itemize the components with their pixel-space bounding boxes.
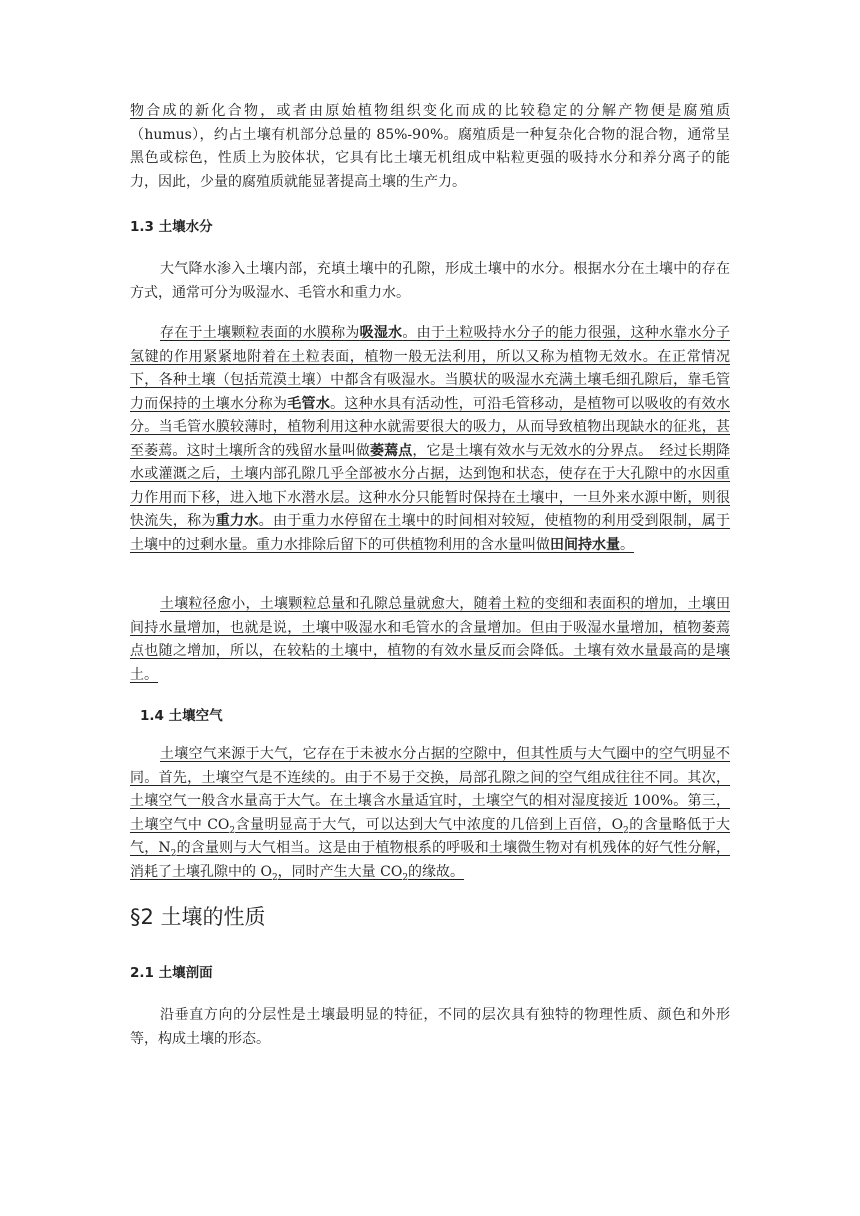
subscript: 2 bbox=[271, 872, 278, 883]
text-run: 存在于土壤颗粒表面的水膜称为 bbox=[160, 325, 360, 341]
text-run: 土壤空气来源于大气，它存在于未被水分占据的空隙中，但其性质与大气圈中的空气明显不同。首先，土壤空气是不连续的。由于不易于交换，局部孔隙之间的空气组成往往不同。其次，土壤空气一般含水量高于大气。在土壤含水量适宜时，土壤空气的相对湿度接近 100%。第三，土壤空气中 CO bbox=[130, 746, 730, 833]
text-run: ，它是土壤有效水与无效水的分界点。 经过长期降水或灌溉之后，土壤内部孔隙几乎全部被水分占据，达到饱和状态，使存在于大孔隙中的水因重力作用而下移，进入地下水潜水层。这种水分只能暂时保持在土壤中，一旦外来水源中断，则很快流失，称为 bbox=[130, 442, 731, 529]
profile-paragraph: 沿垂直方向的分层性是土壤最明显的特征，不同的层次具有独特的物理性质、颜色和外形等，构成土壤的形态。 bbox=[130, 1007, 730, 1047]
subscript: 2 bbox=[229, 825, 236, 836]
subscript: 2 bbox=[402, 872, 409, 883]
term-wilting-point: 萎蔫点 bbox=[370, 442, 413, 459]
intro-text: （humus），约占土壤有机部分总量的 85%-90%。腐殖质是一种复杂化合物的混合物，通常呈黑色或棕色，性质上为胶体状，它具有比土壤无机组成中粘粒更强的吸持水分和养分离子的能力，因此，少量的腐殖质就能显著提高土壤的生产力。 bbox=[130, 126, 730, 190]
text-run: 。由于土粒吸持水分子的能力很强，这种水靠水分子氢键的作用紧紧地附着在土粒表面，植物一般无法利用，所以又称为植物无效水。在正常情况下，各种土壤（包括荒漠土壤）中都含有吸湿水。当膜状的吸湿水充满土壤毛细孔隙后，靠毛管力而保持的土壤水分称为 bbox=[130, 325, 731, 412]
soil-air-paragraph bbox=[130, 743, 730, 884]
particle-size-paragraph: 土壤粒径愈小，土壤颗粒总量和孔隙总量就愈大，随着土粒的变细和表面积的增加，土壤田间持水量增加，也就是说，土壤中吸湿水和毛管水的含量增加。但由于吸湿水量增加，植物萎蔫点也随之增加，所以，在较粘的土壤中，植物的有效水量反而会降低。土壤有效水量最高的是壤土。 bbox=[130, 596, 730, 683]
water-types-paragraph bbox=[130, 322, 730, 557]
term-capillary-water: 毛管水 bbox=[287, 395, 331, 412]
text-run: 。这种水具有活动性，可沿毛管移动，是植物可以吸收的有效水分。当毛管水膜较薄时，植物利用这种水就需要很大的吸力，从而导致植物出现缺水的征兆，甚至萎蔫。这时土壤所含的残留水量叫做 bbox=[130, 395, 731, 459]
chapter-heading-2: §2 土壤的性质 bbox=[130, 905, 266, 929]
subscript: 2 bbox=[623, 825, 629, 836]
section-heading-1-3: 1.3 土壤水分 bbox=[130, 219, 213, 235]
intro-underlined-line: 物合成的新化合物，或者由原始植物组织变化而成的比较稳定的分解产物便是腐殖质 bbox=[130, 103, 730, 119]
text-run: 的缘故。 bbox=[408, 863, 465, 880]
text-run: 的含量则与大气相当。这是由于植物根系的呼吸和土壤微生物对有机残体的好气性分解，消耗了土壤孔隙中的 O bbox=[130, 840, 731, 880]
text-run: 。由于重力水停留在土壤中的时间相对较短，使植物的利用受到限制，属于土壤中的过剩水量。重力水排除后留下的可供植物利用的含水量叫做 bbox=[130, 513, 731, 553]
term-field-capacity: 田间持水量 bbox=[550, 536, 620, 553]
term-hygroscopic-water: 吸湿水 bbox=[359, 325, 403, 341]
section-heading-2-1: 2.1 土壤剖面 bbox=[130, 965, 213, 981]
text-run: 。 bbox=[620, 536, 634, 553]
text-run: 含量明显高于大气，可以达到大气中浓度的几倍到上百倍，O bbox=[235, 816, 624, 833]
intro-paragraph bbox=[130, 100, 730, 194]
text-run: ，同时产生大量 CO bbox=[277, 863, 403, 880]
subscript: 2 bbox=[170, 848, 177, 859]
term-gravitational-water: 重力水 bbox=[215, 513, 259, 529]
section-heading-1-4: 1.4 土壤空气 bbox=[140, 708, 223, 724]
text-run: 的含量略低于大气，N bbox=[130, 816, 731, 856]
water-intro-paragraph: 大气降水渗入土壤内部，充填土壤中的孔隙，形成土壤中的水分。根据水分在土壤中的存在方式，通常可分为吸湿水、毛管水和重力水。 bbox=[130, 261, 730, 301]
